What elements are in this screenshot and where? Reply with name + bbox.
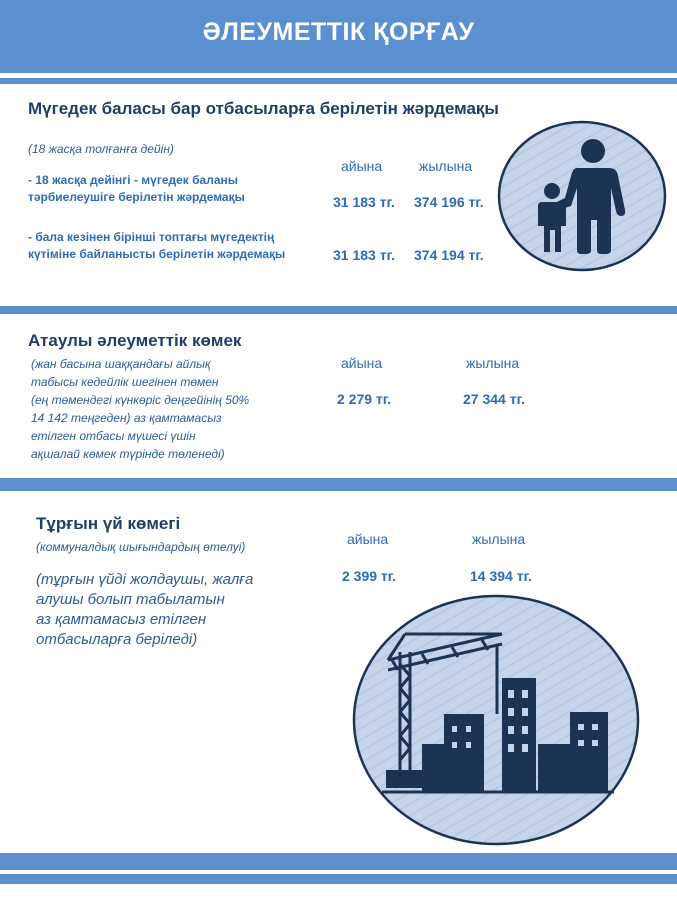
section2-note-line: ақшалай көмек түрінде төленеді) — [31, 447, 225, 461]
section1-row2-label-line2: күтіміне байланысты берілетін жәрдемақы — [28, 247, 286, 261]
section3-desc-line: отбасыларға беріледі) — [36, 631, 198, 648]
section2-month: 2 279 тг. — [337, 391, 392, 407]
section1-row1-label-line2: тәрбиелеушіге берілетін жәрдемақы — [28, 190, 245, 204]
section3-col-month: айына — [347, 531, 389, 547]
section1-row2-month: 31 183 тг. — [333, 247, 395, 263]
section3-desc-line: аз қамтамасыз етілген — [36, 611, 207, 628]
section3-col-year: жылына — [472, 531, 526, 547]
parent-child-icon — [497, 120, 667, 272]
section3-title: Тұрғын үй көмегі — [36, 514, 181, 533]
section1-row2-year: 374 194 тг. — [414, 247, 484, 263]
section2-note-line: табысы кедейлік шегінен төмен — [31, 375, 219, 389]
section2-title: Атаулы әлеуметтік көмек — [28, 331, 242, 350]
section1-row1-label-line1: - 18 жасқа дейінгі - мүгедек баланы — [28, 173, 239, 187]
section1-row1-month: 31 183 тг. — [333, 194, 395, 210]
section1-col-year: жылына — [419, 158, 473, 174]
divider-stripe — [0, 870, 677, 874]
section2-year: 27 344 тг. — [463, 391, 525, 407]
construction-crane-icon — [352, 594, 642, 846]
section3-year: 14 394 тг. — [470, 568, 532, 584]
section1-row2-label-line1: - бала кезінен бірінші топтағы мүгедектің — [28, 230, 275, 244]
section2-col-year: жылына — [466, 355, 520, 371]
section2-note-line: (жан басына шаққандағы айлық — [31, 357, 211, 371]
section1-row1-year: 374 196 тг. — [414, 194, 484, 210]
section2-note-line: (ең төмендегі күнкөріс деңгейінің 50% — [31, 393, 250, 407]
section2-col-month: айына — [341, 355, 383, 371]
bottom-panel — [0, 884, 677, 899]
section1-note: (18 жасқа толғанға дейін) — [28, 142, 174, 156]
section1-title: Мүгедек баласы бар отбасыларға берілетін жәрдемақы — [28, 99, 499, 118]
section3-desc-line: (тұрғын үйді жолдаушы, жалға — [36, 571, 254, 588]
section3-desc-line: алушы болып табылатын — [36, 591, 225, 608]
section2-note-line: етілген отбасы мүшесі үшін — [31, 429, 196, 443]
page-title: ӘЛЕУМЕТТІК ҚОРҒАУ — [202, 18, 475, 46]
section3-note: (коммуналдық шығындардың өтелуі) — [36, 540, 246, 554]
divider-stripe — [0, 73, 677, 78]
section3-month: 2 399 тг. — [342, 568, 397, 584]
section1-col-month: айына — [341, 158, 383, 174]
section2-note-line: 14 142 теңгеден) аз қамтамасыз — [31, 411, 222, 425]
